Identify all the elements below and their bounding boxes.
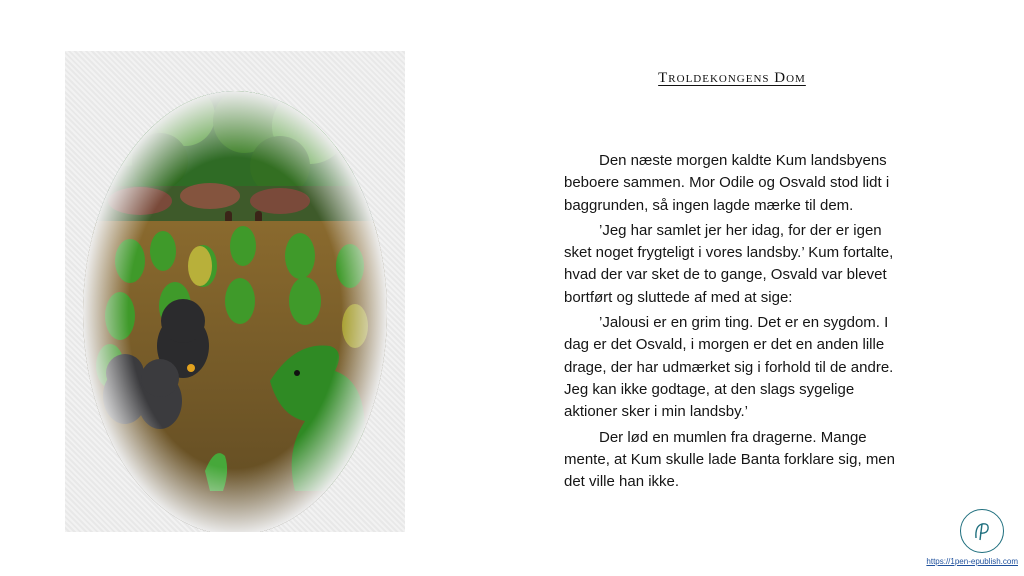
illustration-panel: [65, 51, 405, 532]
story-text: [564, 150, 908, 496]
pen-logo-mark: [967, 516, 997, 546]
paragraph: ’Jalousi er en grim ting. Det er en sygdom. I dag er det Osvald, i morgen er det en anden lille drage, der har udmærket sig i forhold til de andre. Jeg kan ikke godtage, at den slags sygelige aktioner sker i min landsby.’: [564, 314, 894, 421]
chapter-title: Troldekongens Dom: [658, 70, 806, 86]
publisher-link[interactable]: https://1pen-epublish.com: [926, 557, 1018, 566]
1pen-logo-icon[interactable]: [960, 509, 1004, 553]
paragraph: ’Jeg har samlet jer her idag, for der er igen sket noget frygteligt i vores landsby.’ Kum fortalte, hvad der var sket de to gange, Osvald var blevet bortført og sluttede af med at sige:: [564, 221, 894, 306]
paragraph: Den næste morgen kaldte Kum landsbyens beboere sammen. Mor Odile og Osvald stod lidt i baggrunden, så ingen lagde mærke til dem.: [564, 152, 890, 214]
paragraph: Der lød en mumlen fra dragerne. Mange mente, at Kum skulle lade Banta forklare sig, men det ville han ikke.: [564, 428, 895, 491]
dragon-village-illustration: [65, 51, 405, 532]
